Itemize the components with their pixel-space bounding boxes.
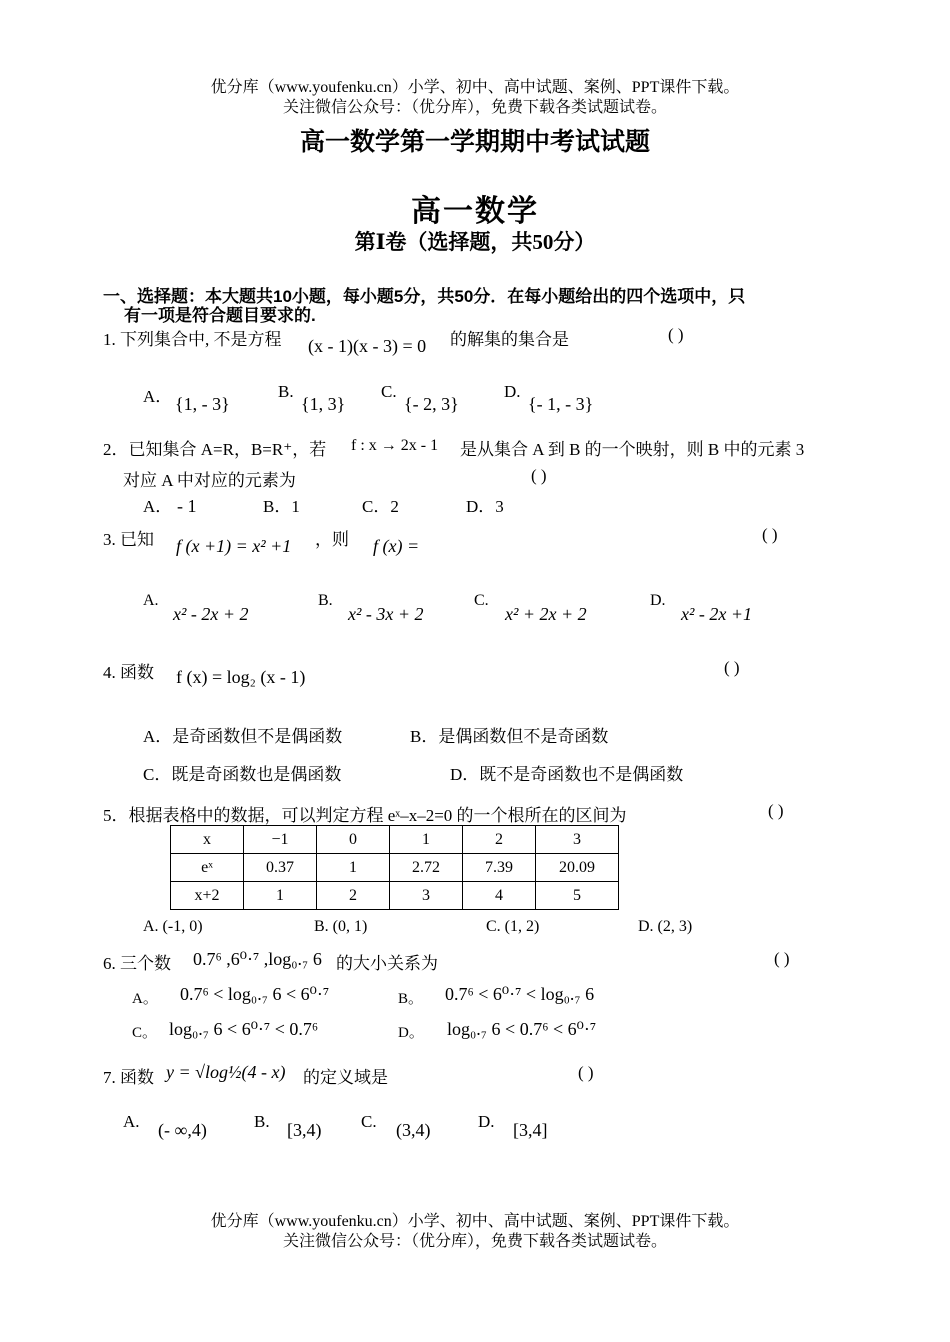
section-heading-line-1: 一、选择题：本大题共10小题，每小题5分，共50分．在每小题给出的四个选项中，只 (103, 287, 746, 306)
q1-option-c-label: C. (381, 382, 397, 401)
table-cell: 1 (390, 826, 463, 854)
q7-text-a: 7. 函数 (103, 1068, 154, 1087)
q6-text-a: 6. 三个数 (103, 954, 171, 973)
q3-given: f (x +1) = x² +1 (176, 536, 292, 556)
section-heading-line-2: 有一项是符合题目要求的. (124, 306, 316, 325)
page-title: 高一数学第一学期期中考试试题 (299, 129, 650, 156)
q1-option-d-label: D. (504, 382, 521, 401)
q6-option-b-label: B。 (398, 991, 424, 1007)
part-title: 第Ⅰ卷（选择题，共50分） (354, 230, 596, 254)
table-cell: 0.37 (244, 854, 317, 882)
table-cell: eˣ (171, 854, 244, 882)
q7-option-b: [3,4) (287, 1120, 322, 1140)
table-row (171, 826, 619, 854)
table-cell: 20.09 (536, 854, 619, 882)
table-cell: x (171, 826, 244, 854)
q3-option-a: x² - 2x + 2 (173, 604, 249, 624)
q3-option-a-label: A. (143, 592, 159, 609)
q3-number: 3. 已知 (103, 530, 154, 549)
q6-option-a: 0.7⁶ < log₀.₇ 6 < 6⁰·⁷ (180, 984, 330, 1004)
q5-answer-bracket: ( ) (768, 801, 784, 820)
q3-option-c: x² + 2x + 2 (505, 604, 587, 624)
q1-option-b: {1, 3} (301, 394, 346, 414)
table-cell: 0 (317, 826, 390, 854)
q7-option-c-label: C. (361, 1112, 377, 1131)
q4-option-c: C．既是奇函数也是偶函数 (143, 765, 342, 784)
q7-function: y = √log½(4 - x) (166, 1062, 286, 1082)
table-row (171, 882, 619, 910)
q1-text-b: 的解集的集合是 (450, 330, 569, 349)
table-cell: 2 (463, 826, 536, 854)
q7-option-d-label: D. (478, 1112, 495, 1131)
q4-answer-bracket: ( ) (724, 658, 740, 677)
q1-option-d: {- 1, - 3} (528, 394, 594, 414)
q5-option-c: C. (1, 2) (486, 918, 540, 935)
q2-answer-bracket: ( ) (531, 466, 547, 485)
q7-answer-bracket: ( ) (578, 1063, 594, 1082)
q5-text: 5．根据表格中的数据，可以判定方程 eˣ–x–2=0 的一个根所在的区间为 (103, 806, 627, 825)
footer-line-1: 优分库（www.youfenku.cn）小学、初中、高中试题、案例、PPT课件下载。 (210, 1213, 740, 1230)
q5-option-b: B. (0, 1) (314, 918, 368, 935)
q6-text-b: 的大小关系为 (336, 954, 438, 973)
table-cell: 1 (244, 882, 317, 910)
q7-option-c: (3,4) (396, 1120, 431, 1140)
table-cell: 2.72 (390, 854, 463, 882)
q1-option-c: {- 2, 3} (404, 394, 459, 414)
q2-option-b: B．1 (263, 497, 300, 516)
q3-target: f (x) = (373, 536, 420, 556)
q6-option-c-label: C。 (132, 1025, 158, 1041)
q2-text-a: 2．已知集合 A=R，B=R⁺，若 (103, 440, 327, 459)
header-line-1: 优分库（www.youfenku.cn）小学、初中、高中试题、案例、PPT课件下载。 (210, 79, 740, 96)
q1-option-a-label: A． (143, 387, 173, 406)
q1-answer-bracket: ( ) (668, 325, 684, 344)
q4-option-a: A．是奇函数但不是偶函数 (143, 727, 343, 746)
q1-equation: (x - 1)(x - 3) = 0 (308, 336, 427, 356)
q7-text-b: 的定义域是 (303, 1068, 388, 1087)
q6-option-b: 0.7⁶ < 6⁰·⁷ < log₀.₇ 6 (445, 984, 595, 1004)
q5-option-a: A. (-1, 0) (143, 918, 203, 935)
q6-answer-bracket: ( ) (774, 949, 790, 968)
footer-line-2: 关注微信公众号：（优分库），免费下载各类试题试卷。 (282, 1233, 667, 1250)
table-cell: x+2 (171, 882, 244, 910)
q3-comma: ，则 (315, 530, 349, 549)
q4-number: 4. 函数 (103, 663, 154, 682)
table-cell: 3 (390, 882, 463, 910)
q6-numbers: 0.7⁶ ,6⁰·⁷ ,log₀.₇ 6 (193, 949, 322, 969)
table-cell: 7.39 (463, 854, 536, 882)
q4-function: f (x) = log₂ (x - 1) (176, 667, 306, 687)
q3-option-b-label: B. (318, 592, 333, 609)
header-line-2: 关注微信公众号：（优分库），免费下载各类试题试卷。 (282, 99, 667, 116)
table-cell: 3 (536, 826, 619, 854)
q7-option-a-label: A. (123, 1112, 140, 1131)
page-subtitle: 高一数学 (411, 195, 539, 228)
table-cell: 5 (536, 882, 619, 910)
q1-option-a: {1, - 3} (175, 394, 230, 414)
q6-option-c: log₀.₇ 6 < 6⁰·⁷ < 0.7⁶ (169, 1019, 319, 1039)
table-cell: 2 (317, 882, 390, 910)
q7-option-d: [3,4] (513, 1120, 548, 1140)
q3-answer-bracket: ( ) (762, 525, 778, 544)
q4-option-d: D．既不是奇函数也不是偶函数 (450, 765, 684, 784)
q7-option-a: (- ∞,4) (158, 1120, 207, 1140)
q1-option-b-label: B. (278, 382, 294, 401)
q2-option-a: - 1 (177, 496, 197, 516)
q3-option-b: x² - 3x + 2 (348, 604, 424, 624)
q2-text-line-2: 对应 A 中对应的元素为 (123, 471, 296, 490)
table-cell: −1 (244, 826, 317, 854)
q3-option-c-label: C. (474, 592, 489, 609)
q2-option-d: D．3 (466, 497, 504, 516)
q4-option-b: B．是偶函数但不是奇函数 (410, 727, 609, 746)
q7-option-b-label: B. (254, 1112, 270, 1131)
q3-option-d: x² - 2x +1 (681, 604, 753, 624)
q3-option-d-label: D. (650, 592, 666, 609)
q5-option-d: D. (2, 3) (638, 918, 693, 935)
q2-option-a-label: A． (143, 497, 173, 516)
q2-text-b: 是从集合 A 到 B 的一个映射，则 B 中的元素 3 (460, 440, 805, 459)
table-cell: 4 (463, 882, 536, 910)
table-row (171, 854, 619, 882)
q2-option-c: C．2 (362, 497, 399, 516)
q6-option-d-label: D。 (398, 1025, 424, 1041)
q6-option-d: log₀.₇ 6 < 0.7⁶ < 6⁰·⁷ (447, 1019, 597, 1039)
q1-text-a: 1. 下列集合中, 不是方程 (103, 330, 282, 349)
q6-option-a-label: A。 (132, 991, 158, 1007)
q2-mapping: f : x → 2x - 1 (351, 437, 439, 454)
table-cell: 1 (317, 854, 390, 882)
q5-data-table (170, 825, 619, 910)
